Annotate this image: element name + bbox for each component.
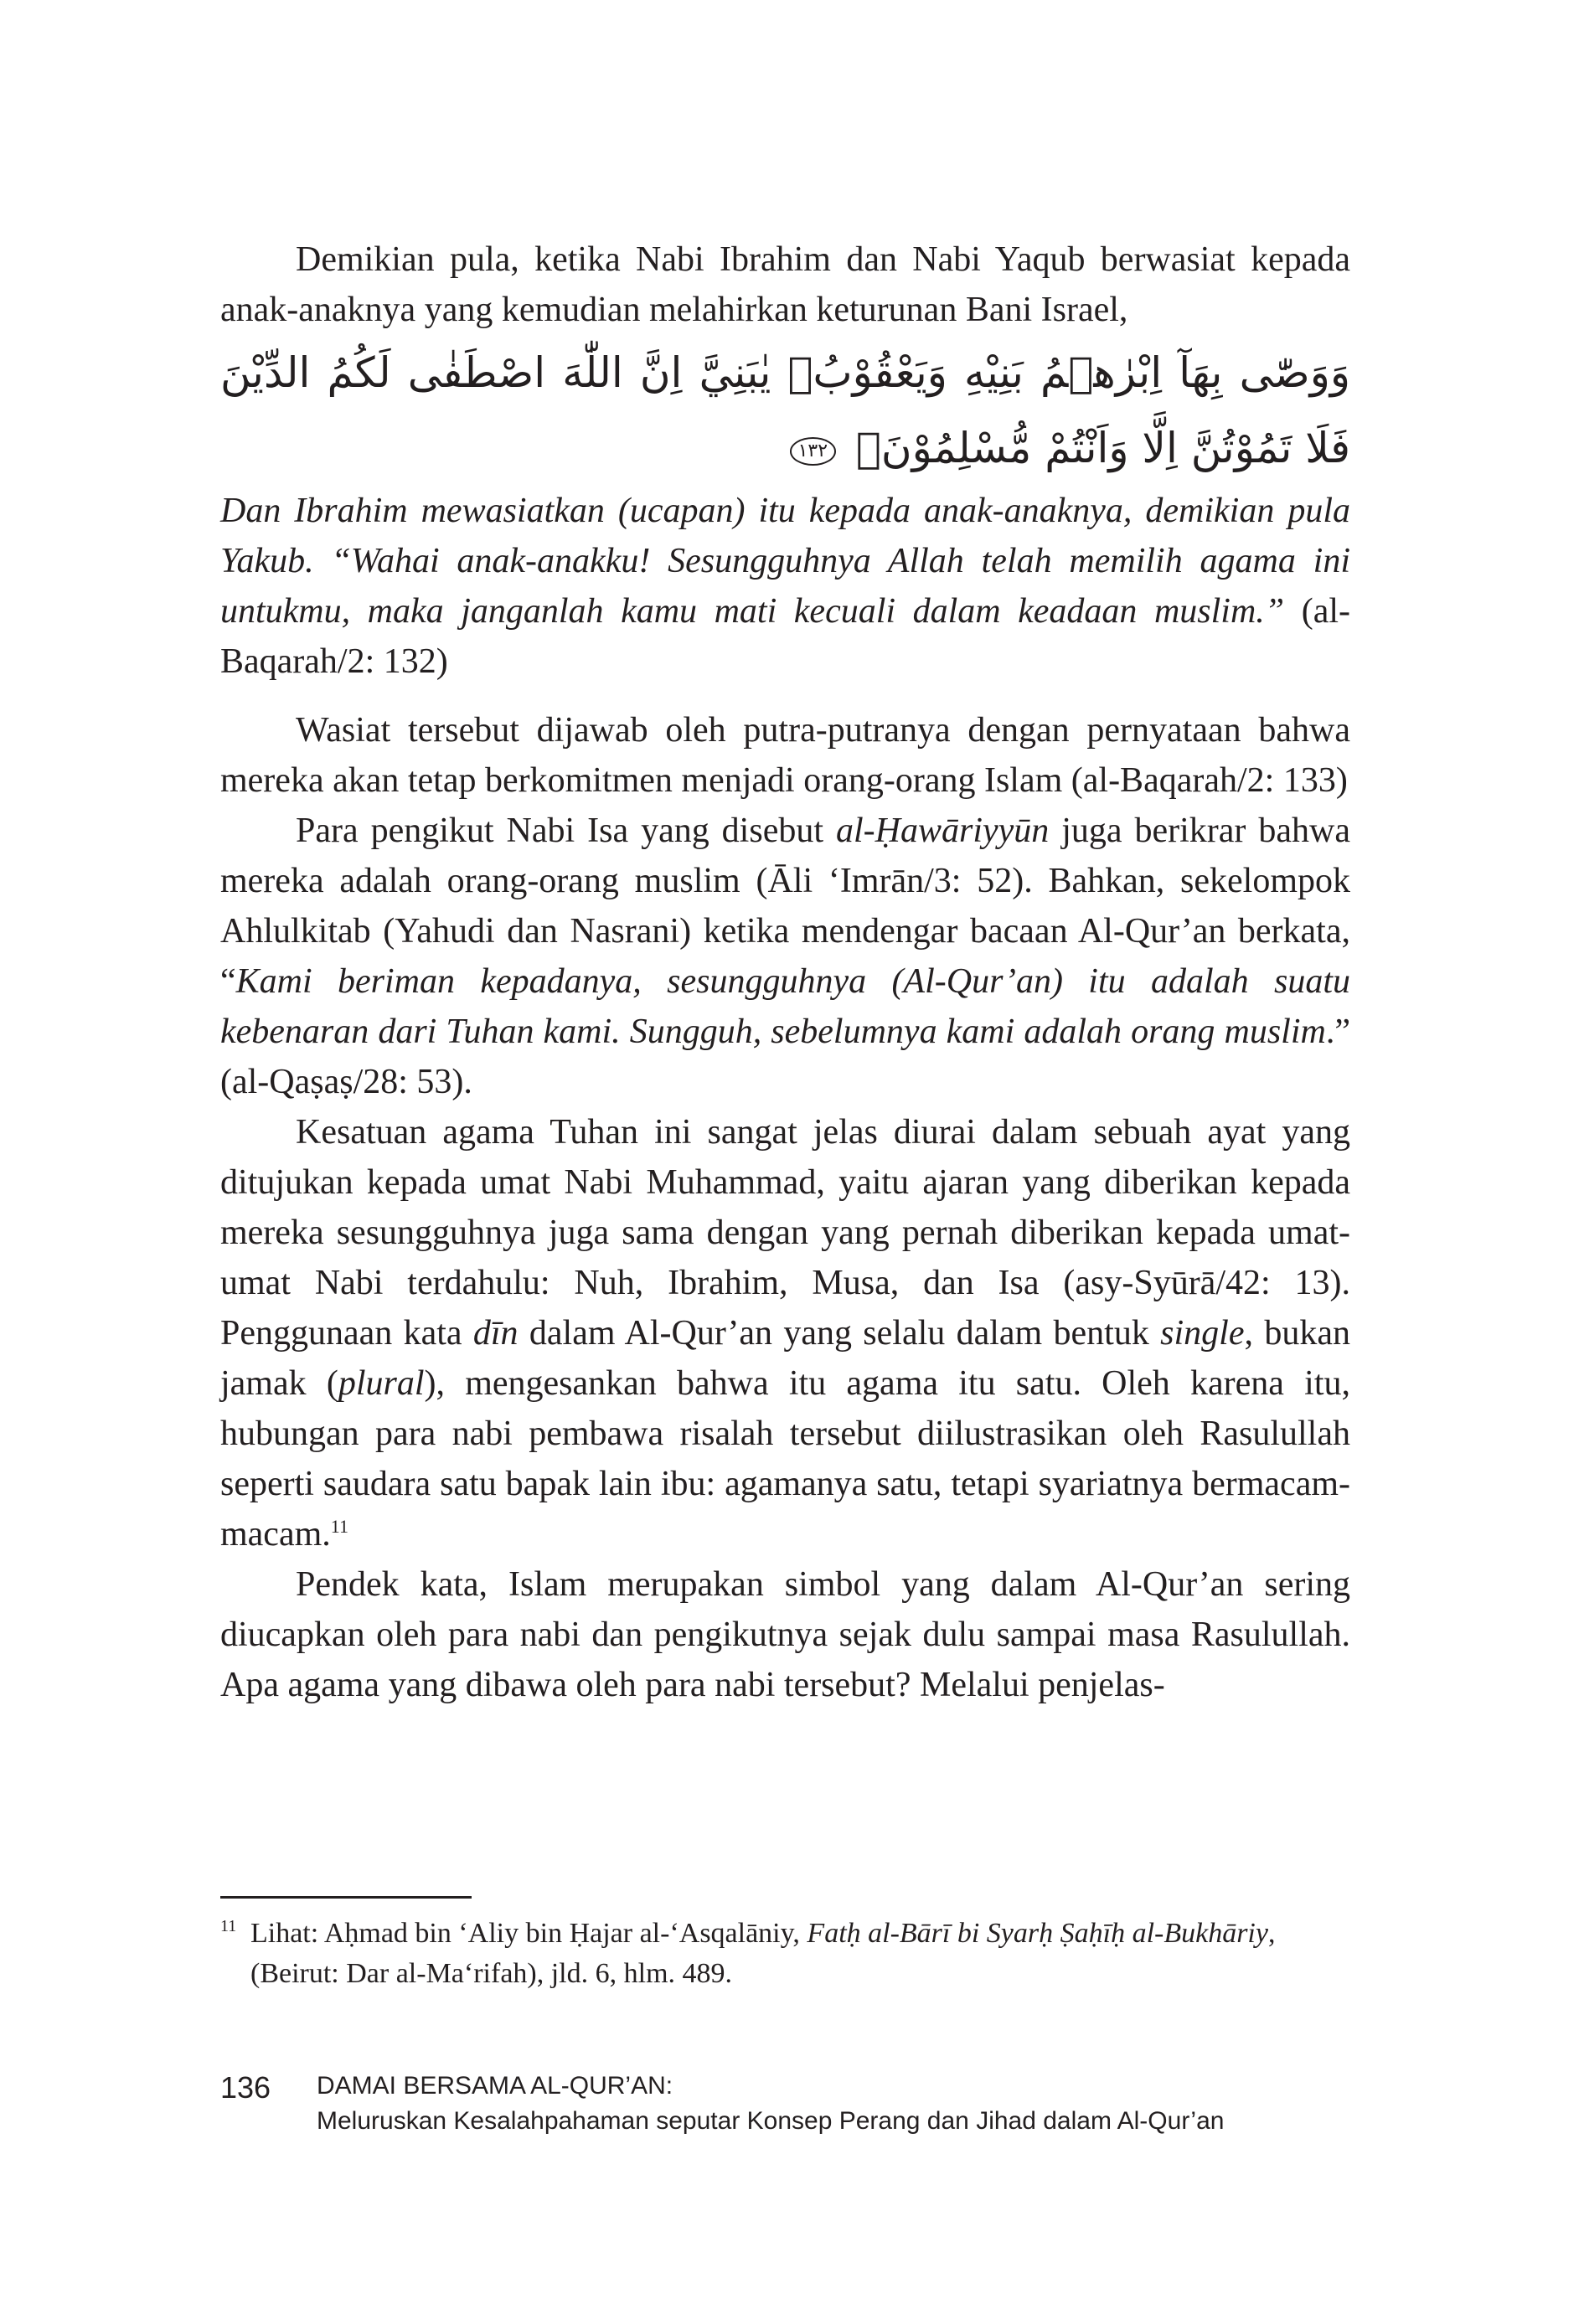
quoted-verse: Kami beriman kepadanya, sesungguhnya (Al-Qur’an) itu adalah suatu kebenaran dari Tuhan kami. Sungguh, sebelumnya kami adalah orang muslim	[220, 962, 1350, 1051]
arabic-text: وَوَصّٰى بِهَآ اِبْرٰهٖمُ بَنِيْهِ وَيَعْقُوْبُۗ يٰبَنِيَّ اِنَّ اللّٰهَ اصْطَفٰى لَكُمُ الدِّيْنَ فَلَا تَمُوْتُنَّ اِلَّا وَاَنْتُمْ مُّسْلِمُوْنَۗ	[220, 348, 1350, 472]
footnote-reference[interactable]: 11	[330, 1516, 348, 1537]
text-run: Kesatuan agama Tuhan ini sangat jelas diurai dalam sebuah ayat yang ditujukan kepada umat Nabi Muhammad, yaitu ajaran yang diberikan kepada mereka sesungguhnya juga sama dengan yang pernah diberikan kepada umat-umat Nabi terdahulu: Nuh, Ibrahim, Musa, dan Isa (asy-Syūrā/42: 13). Penggunaan kata	[220, 1113, 1350, 1353]
text-run: .” (al-Qaṣaṣ/28: 53).	[220, 1013, 1350, 1101]
term-plural: plural	[338, 1364, 425, 1403]
footnote	[220, 1914, 1350, 1994]
text-run: ), mengesankan bahwa itu agama itu satu. Oleh karena itu, hubungan para nabi pembawa risalah tersebut diilustrasikan oleh Rasulullah seperti saudara satu bapak lain ibu: agamanya satu, tetapi syariatnya bermacam-macam.	[220, 1364, 1350, 1554]
paragraph-wasiat: Wasiat tersebut dijawab oleh putra-putranya dengan pernyataan bahwa mereka akan tetap berkomitmen menjadi orang-orang Islam (al-Baqarah/2: 133)	[220, 711, 1350, 800]
verse-translation	[220, 486, 1350, 687]
footnote-divider	[220, 1896, 472, 1899]
translation-text: Dan Ibrahim mewasiatkan (ucapan) itu kepada anak-anaknya, demikian pula Yakub. “Wahai anak-anakku! Sesungguhnya Allah telah memilih agama ini untukmu, maka janganlah kamu mati kecuali dalam keadaan muslim.”	[220, 492, 1350, 631]
paragraph-kesatuan	[220, 1107, 1350, 1559]
ayah-number-marker: ١٣٢	[790, 437, 836, 466]
term-hawariyyun: al-Ḥawāriyyūn	[835, 812, 1050, 850]
running-subtitle: Meluruskan Kesalahpahaman seputar Konsep Perang dan Jihad dalam Al-Qur’an	[317, 2107, 1225, 2135]
paragraph-hawariyyun	[220, 806, 1350, 1107]
text-run: Lihat: Aḥmad bin ‘Aliy bin Ḥajar al-‘Asqalāniy,	[250, 1918, 807, 1949]
running-title: DAMAI BERSAMA AL-QUR’AN:	[317, 2072, 673, 2100]
quran-verse-arabic	[220, 335, 1350, 486]
term-din: dīn	[472, 1314, 519, 1353]
text-run: , (Beirut: Dar al-Ma‘rifah), jld. 6, hlm. 489.	[250, 1918, 1276, 1989]
footnote-number: 11	[220, 1917, 237, 1935]
footnote-text	[250, 1914, 1350, 1994]
paragraph-intro: Demikian pula, ketika Nabi Ibrahim dan Nabi Yaqub berwasiat kepada anak-anaknya yang kemudian melahirkan keturunan Bani Israel,	[220, 240, 1350, 329]
term-single: single	[1160, 1314, 1245, 1353]
text-run: juga berikrar bahwa mereka adalah orang-orang muslim (Āli ‘Imrān/3: 52). Bahkan, sekelompok Ahlulkitab (Yahudi dan Nasrani) ketika mendengar bacaan Al-Qur’an berkata, “	[220, 812, 1350, 1001]
page-number: 136	[220, 2070, 271, 2105]
footnote-book-title: Fatḥ al-Bārī bi Syarḥ Ṣaḥīḥ al-Bukhāriy	[807, 1918, 1268, 1949]
paragraph-pendek-kata: Pendek kata, Islam merupakan simbol yang dalam Al-Qur’an sering diucapkan oleh para nabi dan pengikutnya sejak dulu sampai masa Rasulullah. Apa agama yang dibawa oleh para nabi tersebut? Melalui penjelas-	[220, 1565, 1350, 1704]
page-body	[220, 234, 1350, 1710]
translation-reference: (al-Baqarah/2: 132)	[220, 592, 1350, 681]
text-run: dalam Al-Qur’an yang selalu dalam bentuk	[518, 1314, 1161, 1353]
text-run: , bukan jamak (	[220, 1314, 1350, 1403]
text-run: Para pengikut Nabi Isa yang disebut	[296, 812, 836, 850]
